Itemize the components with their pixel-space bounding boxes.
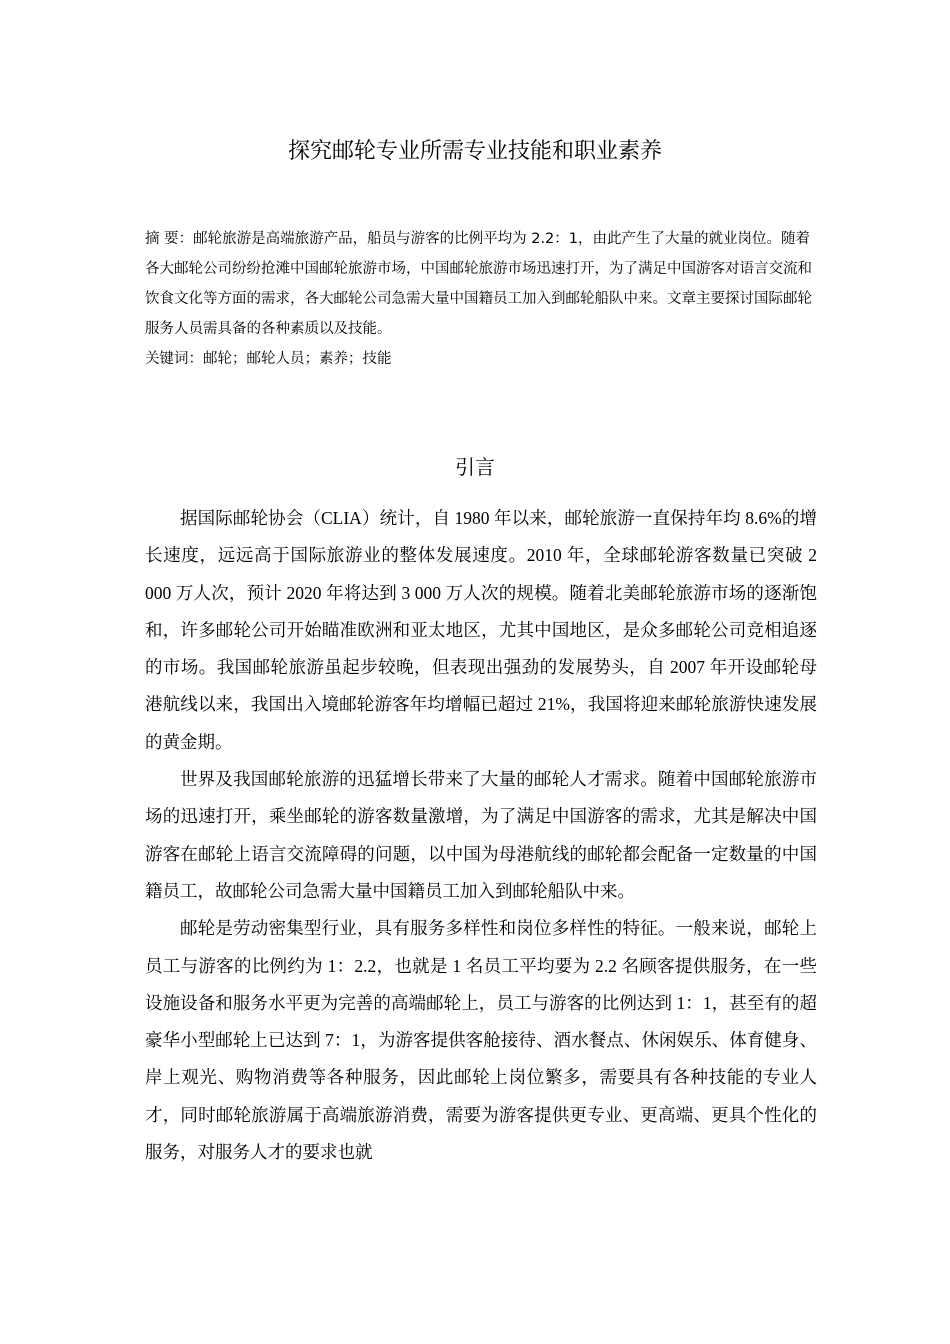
section-heading: 引言 [455,455,495,479]
paragraph: 世界及我国邮轮旅游的迅猛增长带来了大量的邮轮人才需求。随着中国邮轮旅游市场的迅速打开，乘坐邮轮的游客数量激增，为了满足中国游客的需求，尤其是解决中国游客在邮轮上语言交流障碍的问题，以中国为母港航线的邮轮都会配备一定数量的中国籍员工，故邮轮公司急需大量中国籍员工加入到邮轮船队中来。 [145,769,817,901]
abstract-block [145,224,815,374]
paragraph: 邮轮是劳动密集型行业，具有服务多样性和岗位多样性的特征。一般来说，邮轮上员工与游客的比例约为 1：2.2，也就是 1 名员工平均要为 2.2 名顾客提供服务，在一些设施设备和服务水平更为完善的高端邮轮上，员工与游客的比例达到 1：1，甚至有的超豪华小型邮轮上已达到 7：1，为游客提供客舱接待、酒水餐点、休闲娱乐、体育健身、岸上观光、购物消费等各种服务，因此邮轮上岗位繁多，需要具有各种技能的专业人才，同时邮轮旅游属于高端旅游消费，需要为游客提供更专业、更高端、更具个性化的服务，对服务人才的要求也就 [145,918,817,1163]
keywords-line: 关键词：邮轮；邮轮人员；素养；技能 [145,351,392,367]
body-text [145,500,817,1171]
abstract-text: 摘 要：邮轮旅游是高端旅游产品，船员与游客的比例平均为 2.2：1，由此产生了大量的就业岗位。随着各大邮轮公司纷纷抢滩中国邮轮旅游市场，中国邮轮旅游市场迅速打开，为了满足中国游客对语言交流和饮食文化等方面的需求，各大邮轮公司急需大量中国籍员工加入到邮轮船队中来。文章主要探讨国际邮轮服务人员需具备的各种素质以及技能。 [145,231,812,337]
document-title: 探究邮轮专业所需专业技能和职业素养 [287,139,662,164]
paragraph: 据国际邮轮协会（CLIA）统计，自 1980 年以来，邮轮旅游一直保持年均 8.6%的增长速度，远远高于国际旅游业的整体发展速度。2010 年，全球邮轮游客数量已突破 2 000 万人次，预计 2020 年将达到 3 000 万人次的规模。随着北美邮轮旅游市场的逐渐饱和，许多邮轮公司开始瞄准欧洲和亚太地区，尤其中国地区，是众多邮轮公司竞相追逐的市场。我国邮轮旅游虽起步较晚，但表现出强劲的发展势头，自 2007 年开设邮轮母港航线以来，我国出入境邮轮游客年均增幅已超过 21%，我国将迎来邮轮旅游快速发展的黄金期。 [145,508,817,752]
